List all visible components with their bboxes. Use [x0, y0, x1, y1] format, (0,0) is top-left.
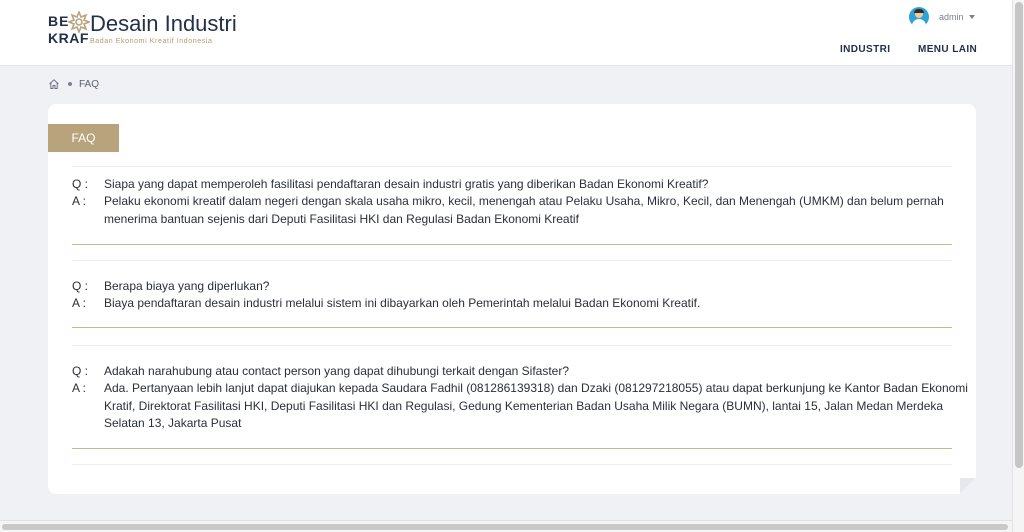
breadcrumb [48, 77, 99, 91]
bekraf-logo[interactable] [48, 11, 248, 51]
answer-text: Pelaku ekonomi kreatif dalam negeri dengan skala usaha mikro, kecil, menengah atau Pelaku Usaha, Mikro, Kecil, dan Menengah (UMKM) dan belum pernah menerima bantuan sejenis dari Deputi Fasilitasi HKI dan Regulasi Badan Ekonomi Kreatif [104, 194, 944, 226]
logo-be-text: BE [48, 13, 70, 29]
logo-emblem-icon [68, 11, 90, 33]
answer-text: Biaya pendaftaran desain industri melalui sistem ini dibayarkan oleh Pemerintah melalui Badan Ekonomi Kreatif. [104, 296, 701, 310]
answer-row [72, 380, 984, 433]
answer-row [72, 193, 984, 228]
home-icon[interactable] [48, 78, 60, 90]
question-text: Adakah narahubung atau contact person yang dapat dihubungi terkait dengan Sifaster? [104, 364, 570, 378]
answer-key: A : [72, 296, 87, 310]
page-fold-icon [960, 478, 976, 494]
answer-text: Ada. Pertanyaan lebih lanjut dapat diajukan kepada Saudara Fadhil (081286139318) dan Dzaki (081297218055) atau dapat berkunjung ke Kantor Badan Ekonomi Kratif, Direktorat Fasilitasi HKI, Deputi Fasilitasi HKI dan Regulasi, Gedung Kementerian Badan Usaha Milik Negara (BUMN), lantai 15, Jalan Medan Merdeka Selatan 13, Jakarta Pusat [104, 381, 968, 430]
vertical-scrollbar[interactable] [1012, 0, 1024, 532]
app-title: Desain Industri [90, 11, 237, 36]
faq-divider [72, 244, 952, 245]
answer-key: A : [72, 381, 87, 395]
question-row [72, 278, 984, 296]
question-key: Q : [72, 364, 89, 378]
logo-kraf-text: KRAF [48, 30, 89, 46]
horizontal-scrollbar-thumb[interactable] [2, 524, 1008, 530]
breadcrumb-separator [68, 82, 72, 86]
faq-list-end-divider [72, 464, 952, 465]
question-key: Q : [72, 177, 89, 191]
answer-row [72, 295, 984, 313]
faq-divider [72, 327, 952, 328]
breadcrumb-current: FAQ [79, 78, 100, 90]
top-header [0, 0, 1012, 66]
faq-item [72, 345, 968, 465]
nav-item-industri[interactable]: INDUSTRI [840, 44, 891, 55]
question-text: Berapa biaya yang diperlukan? [104, 279, 270, 293]
caret-down-icon[interactable] [969, 15, 975, 19]
answer-key: A : [72, 194, 87, 208]
horizontal-scrollbar[interactable] [0, 520, 1012, 532]
question-row [72, 363, 984, 381]
vertical-scrollbar-thumb[interactable] [1015, 2, 1023, 468]
username-label[interactable]: admin [939, 12, 964, 22]
faq-item [72, 260, 952, 330]
faq-item [72, 166, 952, 246]
question-row [72, 176, 984, 194]
question-key: Q : [72, 279, 89, 293]
app-subtitle: Badan Ekonomi Kreatif Indonesia [90, 38, 213, 45]
question-text: Siapa yang dapat memperoleh fasilitasi pendaftaran desain industri gratis yang diberikan Badan Ekonomi Kreatif? [104, 177, 709, 191]
faq-tab: FAQ [48, 124, 119, 152]
user-menu[interactable] [909, 7, 975, 27]
faq-card [48, 104, 976, 494]
avatar[interactable] [909, 7, 929, 27]
faq-divider [72, 448, 952, 449]
nav-item-menu-lain[interactable]: MENU LAIN [918, 44, 978, 55]
